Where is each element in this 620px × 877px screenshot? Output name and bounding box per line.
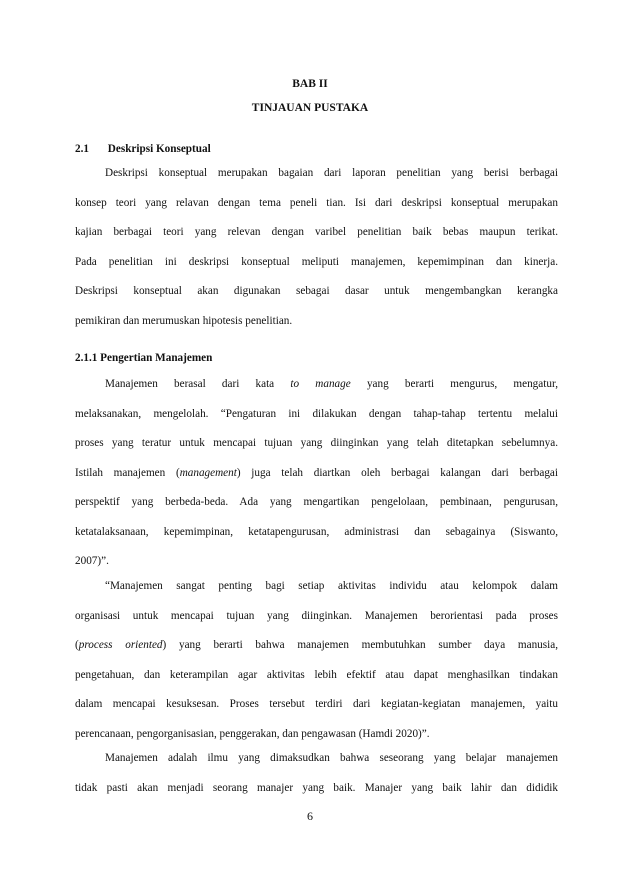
italic-term: to manage (290, 378, 351, 390)
text-line: 2007)”. (75, 555, 109, 567)
text-span: Istilah manajemen ( (75, 466, 180, 479)
text-span: yang berarti mengurus, mengatur, (366, 378, 559, 390)
text-line (75, 465, 558, 495)
text-line: Manajemen adalah ilmu yang dimaksudkan bahwa seseorang yang belajar manajemen (105, 752, 558, 764)
text-line: melaksanakan, mengelolah. “Pengaturan ini dilakukan dengan tahap-tahap tertentu melalui (75, 407, 558, 420)
text-line (75, 637, 558, 667)
text-line: ketatalaksanaan, kepemimpinan, ketatapengurusan, administrasi dan sebagainya (Siswanto, (75, 525, 558, 538)
text-line: proses yang teratur untuk mencapai tujuan yang diinginkan yang telah ditetapkan sebelumnya. (75, 437, 558, 449)
text-line: kajian berbagai teori yang relevan dengan varibel penelitian baik bebas maupun terikat. (75, 226, 558, 238)
paragraph-pengertian-manajemen-3 (75, 750, 558, 809)
text-span: ) yang berarti bahwa manajemen membutuhkan sumber daya manusia, (162, 639, 558, 651)
italic-term: process oriented (78, 639, 163, 651)
text-line: tidak pasti akan menjadi seorang manajer yang baik. Manajer yang baik lahir dan dididik (75, 781, 558, 794)
section-heading-2-1 (75, 143, 211, 155)
section-heading-2-1-1 (75, 352, 212, 364)
section-title: Deskripsi Konseptual (107, 143, 211, 155)
text-span: Manajemen berasal dari kata (105, 378, 275, 390)
chapter-label: BAB II (292, 78, 328, 90)
paragraph-pengertian-manajemen-2 (75, 578, 558, 755)
text-line: Pada penelitian ini deskripsi konseptual meliputi manajemen, kepemimpinan dan kinerja. (75, 255, 558, 268)
text-span: ( (75, 639, 79, 651)
text-span: ) juga telah diartkan oleh berbagai kalangan dari berbagai (236, 466, 558, 479)
text-line: Deskripsi konseptual akan digunakan sebagai dasar untuk mengembangkan kerangka (75, 285, 558, 297)
text-line: pengetahuan, dan keterampilan agar aktivitas lebih efektif atau dapat menghasilkan tindakan (75, 668, 558, 681)
text-line: Deskripsi konseptual merupakan bagaian dari laporan penelitian yang berisi berbagai (105, 167, 558, 179)
chapter-title: TINJAUAN PUSTAKA (251, 102, 369, 114)
page-number: 6 (307, 809, 313, 823)
paragraph-deskripsi-konseptual (75, 165, 558, 342)
text-line: organisasi untuk mencapai tujuan yang diinginkan. Manajemen berorientasi pada proses (75, 609, 558, 622)
section-number: 2.1 (75, 143, 89, 155)
text-line: “Manajemen sangat penting bagi setiap aktivitas individu atau kelompok dalam (105, 580, 558, 592)
section-title: Pengertian Manajemen (100, 352, 213, 364)
text-line: pemikiran dan merumuskan hipotesis penelitian. (75, 314, 293, 327)
text-line: konsep teori yang relavan dengan tema peneli tian. Isi dari deskripsi konseptual merupakan (75, 196, 558, 209)
italic-term: management (179, 466, 237, 479)
text-line (75, 376, 558, 406)
text-line: dalam mencapai kesuksesan. Proses tersebut terdiri dari kegiatan-kegiatan manajemen, yaitu (75, 698, 558, 710)
section-number: 2.1.1 (75, 352, 98, 364)
text-line: perencanaan, pengorganisasian, penggerakan, dan pengawasan (Hamdi 2020)”. (75, 727, 430, 740)
paragraph-pengertian-manajemen-1 (75, 376, 558, 583)
text-line: perspektif yang berbeda-beda. Ada yang mengartikan pengelolaan, pembinaan, pengurusan, (75, 496, 558, 508)
